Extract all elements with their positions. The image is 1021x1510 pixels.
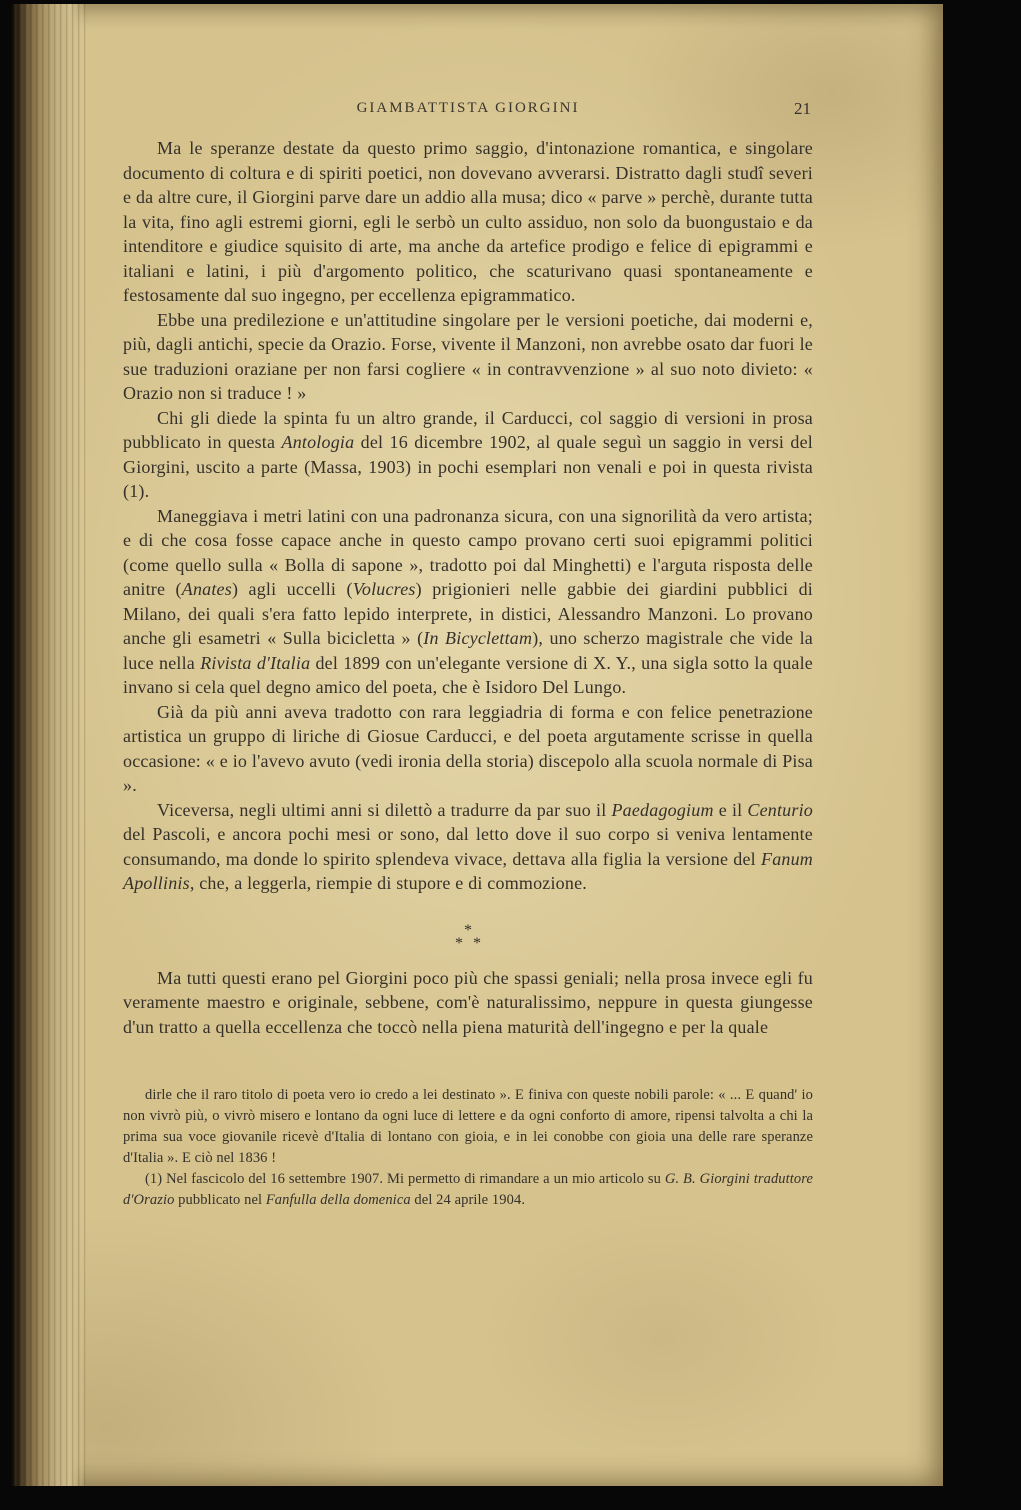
- text-run: e il: [713, 799, 748, 820]
- paragraph: [123, 136, 813, 308]
- book-binding-edge: [12, 4, 86, 1486]
- text-run: ), uno scherzo magistrale che vide la luce nella: [123, 628, 813, 673]
- text-run: Ebbe una predilezione e un'attitudine singolare per le versioni poetiche, dai moderni e, più, dagli antichi, specie da Orazio. Forse, vivente il Manzoni, non avrebbe osato dar fuori le sue traduzioni oraziane per non farsi cogliere « in contravvenzione » al suo noto divieto: « Orazio non si traduce ! »: [123, 309, 813, 403]
- book-page: [12, 4, 943, 1486]
- italic-text: Antologia: [281, 432, 355, 452]
- paragraph: [123, 966, 813, 1040]
- text-run: dirle che il raro titolo di poeta vero io credo a lei destinato ». E finiva con queste nobili parole: « ... E quand' io non vivrò più, o vivrò misero e lontano da ogni luce di lettere e da ogni conforto di amore, ripensi talvolta a chi la prima sua voce giovanile ricevè d'Italia di lontano con gioia, e in lei conobbe con gioia una delle rare speranze d'Italia ». E ciò nel 1836 !: [123, 1087, 813, 1166]
- italic-text: Anates: [181, 579, 232, 599]
- text-run: ) agli uccelli (: [231, 579, 353, 599]
- text-run: ) prigionieri nelle gabbie dei giardini pubblici di Milano, dei quali s'era fatto lepido interprete, in distici, Alessandro Manzoni. Lo provano anche gli esametri « Sulla bicicletta » (: [123, 579, 814, 648]
- text-run: Chi gli diede la spinta fu un altro grande, il Carducci, col saggio di versioni in prosa pubblicato in questa: [123, 407, 813, 452]
- text-run: Già da più anni aveva tradotto con rara leggiadria di forma e con felice penetrazione artistica un gruppo di liriche di Giosue Carducci, e del poeta argutamente scrisse in quella occasione: « e io l'avevo avuto (vedi ironia della storia) discepolo alla scuola normale di Pisa ».: [123, 701, 813, 795]
- post-separator-paragraphs: [123, 966, 813, 1040]
- text-run: Ma le speranze destate da questo primo saggio, d'intonazione romantica, e singolare documento di coltura e di spiriti poetici, non dovevano avverarsi. Distratto dagli studî severi e da altre cure, il Giorgini parve dare un addio alla musa; dico « parve » perchè, durante tutta la vita, fino agli estremi giorni, egli le serbò un culto assiduo, non solo da buongustaio e da intenditore e giudice squisito di arte, ma anche da artefice prodigo e felice di epigrammi e italiani e latini, i più d'argomento politico, che scaturivano quasi spontaneamente e festosamente dal suo ingegno, per eccellenza epigrammatico.: [123, 138, 813, 305]
- italic-text: Paedagogium: [611, 799, 714, 820]
- text-run: del 24 aprile 1904.: [410, 1192, 526, 1208]
- text-run: (1) Nel fascicolo del 16 settembre 1907. Mi permetto di rimandare a un mio articolo su: [145, 1171, 665, 1187]
- running-title: GIAMBATTISTA GIORGINI: [356, 100, 580, 116]
- paragraph: [123, 700, 813, 798]
- page-header: [123, 100, 813, 122]
- footnotes: [123, 1085, 813, 1211]
- paragraph: [123, 504, 813, 700]
- body-paragraphs: [123, 136, 813, 896]
- text-run: Maneggiava i metri latini con una padronanza sicura, con una signorilità da vero artista; e di che cosa fosse capace anche in questo campo provano certi suoi epigrammi politici (come quello sulla « Bolla di sapone », tradotto poi dal Minghetti) e l'arguta risposta delle anitre (: [123, 505, 813, 599]
- text-run: , che, a leggerla, riempie di stupore e di commozione.: [189, 873, 587, 893]
- text-run: del 16 dicembre 1902, al quale seguì un saggio in versi del Giorgini, uscito a parte (Massa, 1903) in pochi esemplari non venali e poi in questa rivista (1).: [123, 432, 813, 501]
- italic-text: Volucres: [352, 579, 416, 599]
- italic-text: Fanfulla della domenica: [265, 1192, 411, 1208]
- text-run: del Pascoli, e ancora pochi mesi or sono, dal letto dove il suo corpo si veniva lentamente consumando, ma donde lo spirito splendeva vivace, dettava alla figlia la versione del: [123, 824, 813, 869]
- paragraph: [123, 1169, 813, 1211]
- italic-text: In Bicyclettam: [423, 628, 533, 648]
- paragraph: [123, 308, 813, 406]
- paragraph: [123, 406, 813, 504]
- text-run: Viceversa, negli ultimi anni si dilettò a tradurre da par suo il: [157, 799, 612, 820]
- page-content: [123, 100, 813, 1211]
- asterism-bottom: * *: [455, 934, 481, 952]
- italic-text: Fanum Apollinis: [123, 848, 813, 893]
- italic-text: Rivista d'Italia: [200, 652, 311, 673]
- paragraph: [123, 1085, 813, 1169]
- paragraph: [123, 798, 813, 896]
- asterism-top: *: [464, 921, 472, 939]
- page-number: 21: [794, 99, 811, 118]
- text-run: Ma tutti questi erano pel Giorgini poco più che spassi geniali; nella prosa invece egli fu veramente maestro e originale, sebbene, com'è naturalissimo, neppure in questa giungesse d'un tratto a quella eccellenza che toccò nella piena maturità dell'ingegno e per la quale: [123, 967, 813, 1037]
- italic-text: Centurio: [747, 799, 813, 820]
- text-run: pubblicato nel: [174, 1192, 266, 1208]
- text-run: del 1899 con un'elegante versione di X. Y., una sigla sotto la quale invano si cela quel degno amico del poeta, che è Isidoro Del Lungo.: [123, 652, 813, 697]
- section-separator: [123, 921, 813, 952]
- italic-text: G. B. Giorgini traduttore d'Orazio: [123, 1171, 813, 1208]
